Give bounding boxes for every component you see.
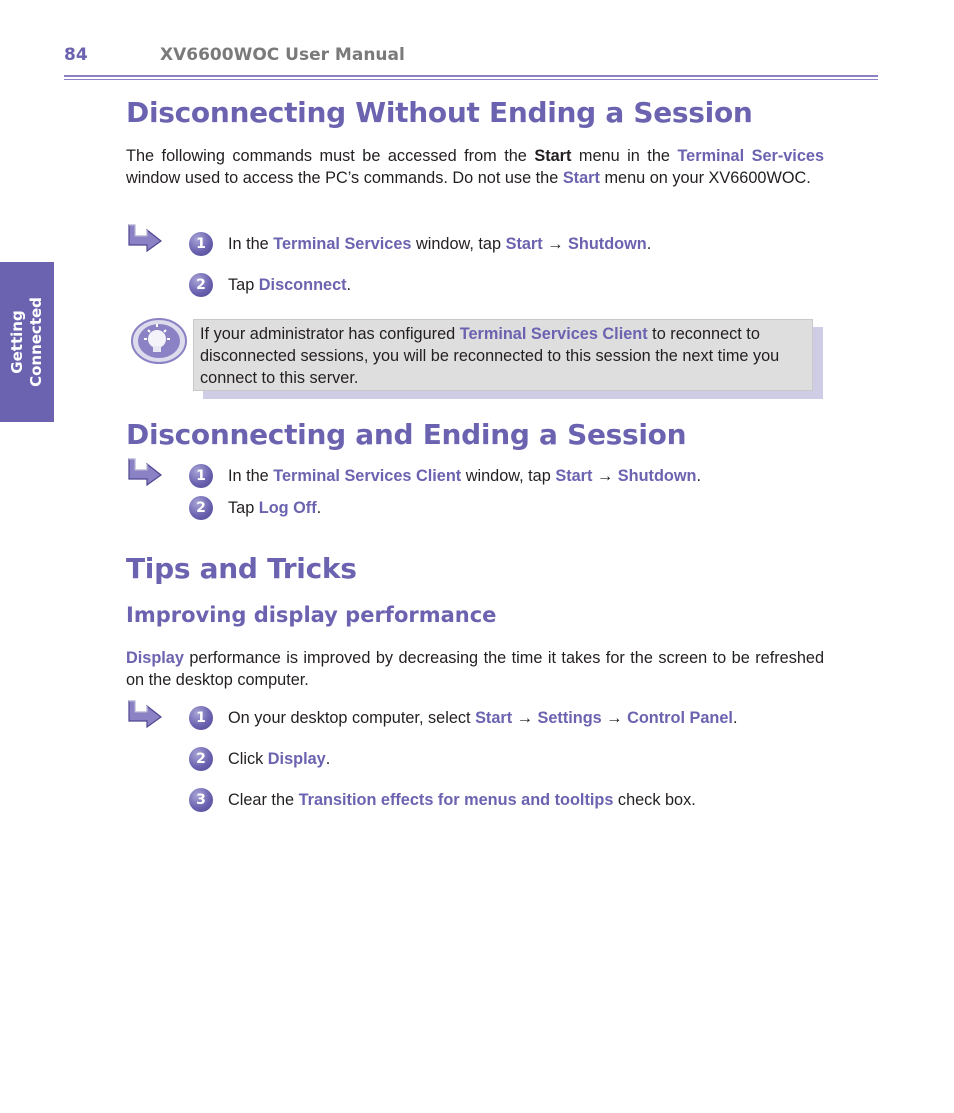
hand-pointer-arrow-icon [127, 698, 163, 728]
hand-pointer-arrow-icon [127, 222, 163, 252]
hand-pointer-arrow-icon [127, 456, 163, 486]
lightbulb-icon [130, 316, 188, 366]
step-number-badge: 2 [189, 747, 213, 771]
page-number: 84 [64, 45, 88, 65]
step-text: On your desktop computer, select Start → Settings → Control Panel. [228, 709, 738, 727]
step-number-badge: 2 [189, 496, 213, 520]
step-text: In the Terminal Services Client window, tap Start → Shutdown. [228, 467, 701, 485]
step-number-badge: 3 [189, 788, 213, 812]
subsection-title-display-performance: Improving display performance [126, 603, 497, 627]
section-title-tips-and-tricks: Tips and Tricks [126, 552, 357, 585]
step-text: Click Display. [228, 750, 331, 768]
section1-intro: The following commands must be accessed from the Start menu in the Terminal Ser-vices window used to access the PC’s commands. Do not use the Start menu on your XV6600WOC. [126, 147, 824, 187]
tip-note: If your administrator has configured Terminal Services Client to reconnect to disconnected sessions, you will be reconnected to this session the next time you connect to this server. [193, 319, 813, 391]
step-text: Tap Log Off. [228, 499, 322, 517]
step-number-badge: 2 [189, 273, 213, 297]
side-chapter-tab [0, 262, 54, 422]
section3-intro: Display performance is improved by decreasing the time it takes for the screen to be refreshed on the desktop computer. [126, 649, 824, 689]
step-number-badge: 1 [189, 706, 213, 730]
section-title-disconnect-without-ending: Disconnecting Without Ending a Session [126, 96, 753, 129]
manual-title: XV6600WOC User Manual [160, 45, 405, 65]
step-number-badge: 1 [189, 464, 213, 488]
step-number-badge: 1 [189, 232, 213, 256]
header-rule [64, 75, 878, 81]
section-title-disconnect-and-end: Disconnecting and Ending a Session [126, 418, 687, 451]
step-text: Tap Disconnect. [228, 276, 352, 294]
step-text: Clear the Transition effects for menus and tooltips check box. [228, 791, 696, 809]
step-text: In the Terminal Services window, tap Start → Shutdown. [228, 235, 652, 253]
side-tab-label: Getting Connected [8, 297, 45, 387]
